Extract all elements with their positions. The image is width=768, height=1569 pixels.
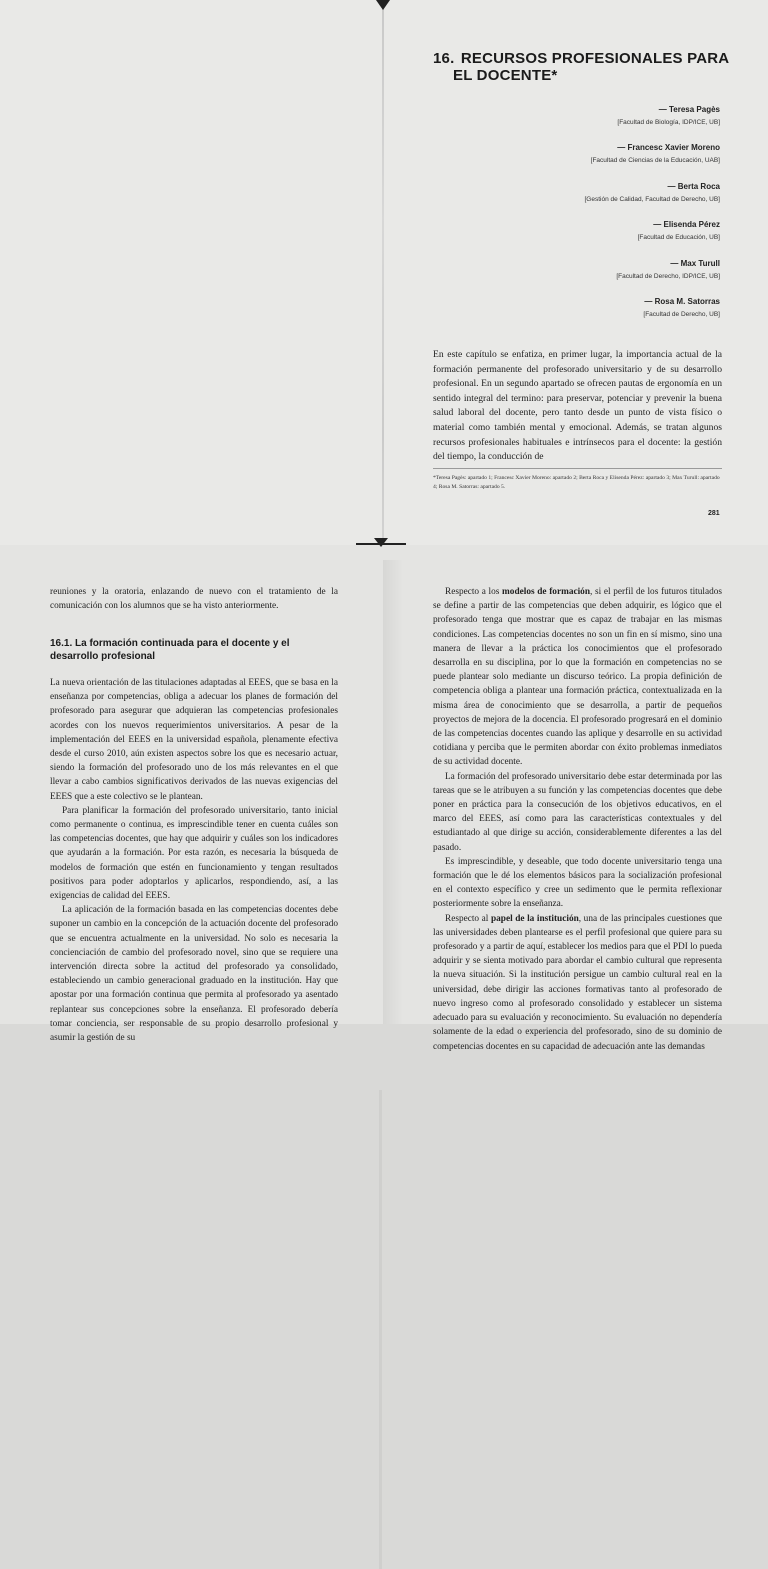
author-name: — Berta Roca bbox=[667, 182, 720, 191]
footnote: *Teresa Pagès: apartado 1; Francesc Xavier Moreno: apartado 2; Berta Roca y Elisenda Pérez: apartado 3; Max Turull: apartado 4; Rosa M. Satorras: apartado 5. bbox=[433, 475, 720, 490]
paragraph: La nueva orientación de las titulaciones adaptadas al EEES, que se basa en la enseñanza por competencias, obliga a adecuar los planes de formación del profesorado para asegurar que adquieran las competencias profesionales acordes con los nuevos requerimientos universitarios. A pesar de la implementación del EEES en la universidad española, plenamente efectiva desde el curso 2010, aún existen aspectos sobre los que es necesario actuar, siendo la formación del profesorado uno de los más relevantes en el que llevar a cabo cambios significativos derivados de las nuevas exigencias del EEES que a este colectivo se le plantean. bbox=[50, 678, 338, 802]
author-block bbox=[643, 296, 720, 320]
paragraph: Es imprescindible, y deseable, que todo docente universitario tenga una formación que le dé los elementos básicos para la socialización profesional en el contexto específico y cree un sedimento que le permita reflexionar posteriormente sobre la enseñanza. bbox=[433, 856, 722, 910]
author-affiliation: [Facultad de Educación, UB] bbox=[637, 234, 720, 241]
chapter-title-line1: RECURSOS PROFESIONALES PARA bbox=[460, 50, 730, 67]
section-heading: 16.1. La formación continuada para el docente y el desarrollo profesional bbox=[50, 638, 290, 662]
author-block bbox=[638, 219, 720, 243]
author-name: — Teresa Pagès bbox=[658, 105, 720, 114]
author-name: — Rosa M. Satorras bbox=[644, 297, 720, 306]
text-run: Respecto al bbox=[445, 913, 491, 924]
paragraph: La aplicación de la formación basada en las competencias docentes debe suponer un cambio en la concepción de la actuación docente del profesorado que se encuentra actualmente en la universidad. No solo es necesaria la concienciación de cambio del profesorado novel, sino que se requiere una intervención directa sobre la actitud del profesorado ya consolidado, estableciendo un cambio generacional graduado en la institución. Hay que apostar por una formación continua que permita al profesorado ya asentado replantear sus concepciones sobre la enseñanza. El profesorado debería tomar conciencia, ser responsable de su propio desarrollo profesional y asumir la gestión de su bbox=[50, 905, 338, 1044]
crop-mark-icon bbox=[376, 0, 390, 10]
author-affiliation: [Facultad de Derecho, IDP/ICE, UB] bbox=[616, 273, 720, 280]
footnote-divider bbox=[433, 468, 722, 469]
author-block bbox=[616, 258, 720, 282]
page-spine bbox=[382, 0, 384, 545]
left-column-continuation bbox=[50, 585, 338, 613]
paragraph: La formación del profesorado universitario debe estar determinada por las tareas que se le atribuyen a su función y las competencias docentes que debe poner en práctica para la consecución de los objetivos educativos, en el marco del EEES, así como para las características contextuales y del estudiantado al que dirige su acción, considerablemente diferentes a las del pasado. bbox=[433, 771, 722, 853]
text-run: , una de las principales cuestiones que las universidades deben plantearse es el perfil profesional que quiere para su profesorado y a partir de aquí, establecer los medios para que el PDI lo pueda adquirir y se sienta motivado para abordar el cambio cultural que representa la nueva situación. Si la institución persigue un cambio cultural real en la universidad, debe dirigir las acciones formativas tanto al profesorado de nuevo ingreso como al profesorado consolidado y establecer un sistema adecuado para su evaluación y reconocimiento. Su evaluación no dependería solamente de la edad o experiencia del profesorado, sino de su dominio de competencias docentes en su capacidad de adecuación ante las demandas bbox=[433, 913, 723, 1052]
gutter-shadow bbox=[383, 560, 403, 1024]
author-affiliation: [Facultad de Derecho, UB] bbox=[643, 311, 720, 318]
author-name: — Francesc Xavier Moreno bbox=[617, 143, 720, 152]
author-name: — Elisenda Pérez bbox=[653, 220, 720, 229]
paragraph bbox=[433, 585, 722, 770]
author-affiliation: [Facultad de Ciencias de la Educación, UAB] bbox=[590, 157, 720, 164]
text-run: , si el perfil de los futuros titulados se define a partir de las competencias que deben adquirir, es lógico que el profesorado tenga que mostrar que es capaz de trabajar en las mismas condiciones. Las competencias docentes no son un fin en sí mismo, sino una manera de llevar a la práctica los conocimientos que el profesorado desarrolla en su disciplina, por lo que la formación en competencias no se puede plantear solo mediante un discurso teórico. La propia definición de competencia obliga a plantear una formación práctica, contextualizada en la misma área de conocimiento que se desarrolla, a partir de pequeños proyectos de mejora de la docencia. El profesorado progresará en el dominio de las competencias docentes cuando las aplique y desarrolle en su actividad cotidiana y perciba que le permiten abordar con éxito problemas inmediatos de su actividad docente. bbox=[433, 587, 723, 768]
paragraph: reuniones y la oratoria, enlazando de nuevo con el tratamiento de la comunicación con los alumnos que se ha visto anteriormente. bbox=[50, 587, 338, 612]
paragraph bbox=[433, 912, 722, 1054]
crop-mark-line bbox=[356, 543, 406, 545]
right-column bbox=[433, 585, 722, 1054]
chapter-abstract: En este capítulo se enfatiza, en primer lugar, la importancia actual de la formación permanente del profesorado universitario y de su desarrollo profesional. En un segundo apartado se ofrecen pautas de ergonomía en un sentido integral del termino: para preservar, potenciar y prevenir la buena salud laboral del docente, pero tanto desde un punto de vista físico o material como también mental y emocional. Además, se tratan algunos recursos profesionales habituales e intrínsecos para el docente: la gestión del tiempo, la conducción de bbox=[433, 349, 722, 463]
chapter-number: 16. bbox=[433, 50, 455, 67]
author-affiliation: [Facultad de Biología, IDP/ICE, UB] bbox=[617, 119, 720, 126]
chapter-title bbox=[433, 50, 733, 84]
page-spine bbox=[379, 1090, 382, 1569]
author-block bbox=[617, 104, 720, 128]
author-block bbox=[585, 181, 721, 205]
author-affiliation: [Gestión de Calidad, Facultad de Derecho, UB] bbox=[584, 196, 720, 203]
chapter-title-line2: EL DOCENTE* bbox=[453, 67, 558, 84]
bold-term: papel de la institución bbox=[490, 913, 579, 924]
paragraph: Para planificar la formación del profesorado universitario, tanto inicial como permanente o continua, es imprescindible tener en cuenta cuáles son las competencias docentes, que hay que adquirir y cuáles son los indicadores que ayudarán a la formación. Por esta razón, es necesaria la búsqueda de modelos de formación que estén en funcionamiento y tengan resultados positivos para poder adoptarlos y aplicarlos, respondiendo, así, a las exigencias de calidad del EEES. bbox=[50, 805, 338, 902]
text-run: Respecto a los bbox=[445, 587, 503, 597]
author-name: — Max Turull bbox=[670, 259, 720, 268]
author-block bbox=[591, 142, 720, 166]
page-number: 281 bbox=[708, 510, 720, 517]
left-column bbox=[50, 676, 338, 1045]
top-page bbox=[0, 0, 768, 545]
bold-term: modelos de formación bbox=[502, 587, 591, 597]
